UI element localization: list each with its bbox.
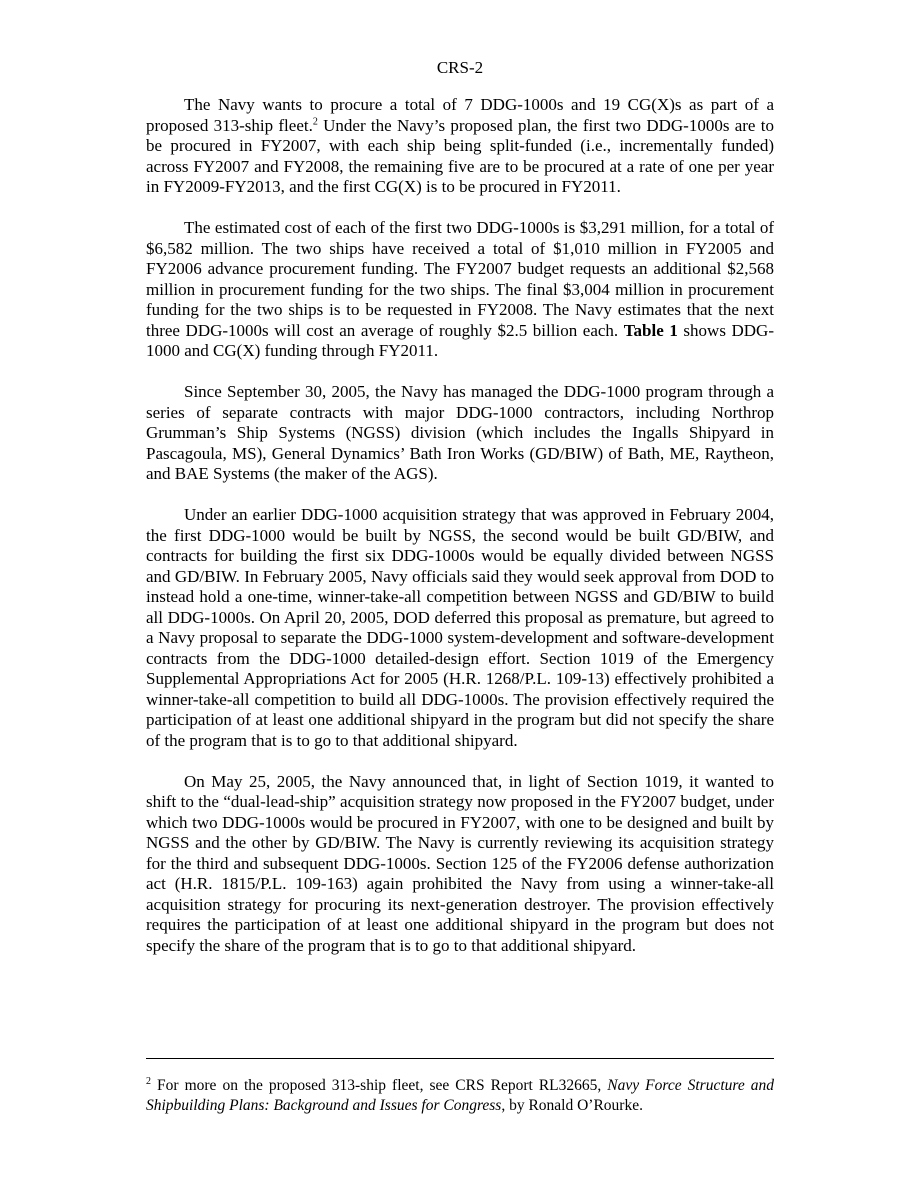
- paragraph-ship-procurement-plan: [146, 95, 774, 198]
- report-title: Navy Force Structure and Shipbuilding Plans: Background and Issues for Congress: [146, 1077, 774, 1114]
- footnote-text: For more on the proposed 313-ship fleet, see CRS Report RL32665,: [151, 1077, 608, 1094]
- table-reference: Table 1: [623, 320, 678, 340]
- paragraph-contracts: Since September 30, 2005, the Navy has managed the DDG-1000 program through a series of separate contracts with major DDG-1000 contractors, including Northrop Grumman’s Ship Systems (NGSS) division (which includes the Ingalls Shipyard in Pascagoula, MS), General Dynamics’ Bath Iron Works (GD/BIW) of Bath, ME, Raytheon, and BAE Systems (the maker of the AGS).: [146, 382, 774, 483]
- footnote-reference[interactable]: 2: [312, 115, 318, 127]
- paragraph-estimated-cost: [146, 218, 774, 362]
- footnote-divider: [146, 1058, 774, 1059]
- paragraph-text: The estimated cost of each of the first two DDG-1000s is $3,291 million, for a total of $6,582 million. The two ships have received a total of $1,010 million in FY2005 and FY2006 advance procurement funding. The FY2007 budget requests an additional $2,568 million in procurement funding for the two ships. The final $3,004 million in procurement funding for the two ships is to be requested in FY2008. The Navy estimates that the next three DDG-1000s will cost an average of roughly $2.5 billion each.: [146, 218, 774, 340]
- page-header: CRS-2: [436, 58, 484, 77]
- body-text: [146, 95, 774, 956]
- footnote-text-end: , by Ronald O’Rourke.: [501, 1097, 643, 1114]
- footnote: [146, 1076, 774, 1116]
- paragraph-earlier-strategy: Under an earlier DDG-1000 acquisition strategy that was approved in February 2004, the first DDG-1000 would be built by NGSS, the second would be built GD/BIW, and contracts for building the first six DDG-1000s would be equally divided between NGSS and GD/BIW. In February 2005, Navy officials said they would seek approval from DOD to instead hold a one-time, winner-take-all competition between NGSS and GD/BIW to build all DDG-1000s. On April 20, 2005, DOD deferred this proposal as premature, but agreed to a Navy proposal to separate the DDG-1000 system-development and software-development contracts from the DDG-1000 detailed-design effort. Section 1019 of the Emergency Supplemental Appropriations Act for 2005 (H.R. 1268/P.L. 109-13) effectively prohibited a winner-take-all competition to build all DDG-1000s. The provision effectively required the participation of at least one additional shipyard in the program but did not specify the share of the program that is to go to that additional shipyard.: [146, 505, 774, 750]
- paragraph-dual-lead-ship: On May 25, 2005, the Navy announced that, in light of Section 1019, it wanted to shift to the “dual-lead-ship” acquisition strategy now proposed in the FY2007 budget, under which two DDG-1000s would be procured in FY2007, with one to be designed and built by NGSS and the other by GD/BIW. The Navy is currently reviewing its acquisition strategy for the third and subsequent DDG-1000s. Section 125 of the FY2006 defense authorization act (H.R. 1815/P.L. 109-163) again prohibited the Navy from using a winner-take-all acquisition strategy for procuring its next-generation destroyer. The provision effectively requires the participation of at least one additional shipyard in the program but does not specify the share of the program that is to go to that additional shipyard.: [146, 771, 774, 955]
- paragraph-text: shows DDG-1000 and CG(X) funding through FY2011.: [146, 320, 774, 360]
- paragraph-text: The Navy wants to procure a total of 7 DDG-1000s and 19 CG(X)s as part of a proposed 313-ship fleet.: [146, 95, 774, 135]
- footnote-mark: 2: [146, 1075, 151, 1087]
- paragraph-text: Under the Navy’s proposed plan, the first two DDG-1000s are to be procured in FY2007, with each ship being split-funded (i.e., incrementally funded) across FY2007 and FY2008, the remaining five are to be procured at a rate of one per year in FY2009-FY2013, and the first CG(X) is to be procured in FY2011.: [146, 115, 774, 196]
